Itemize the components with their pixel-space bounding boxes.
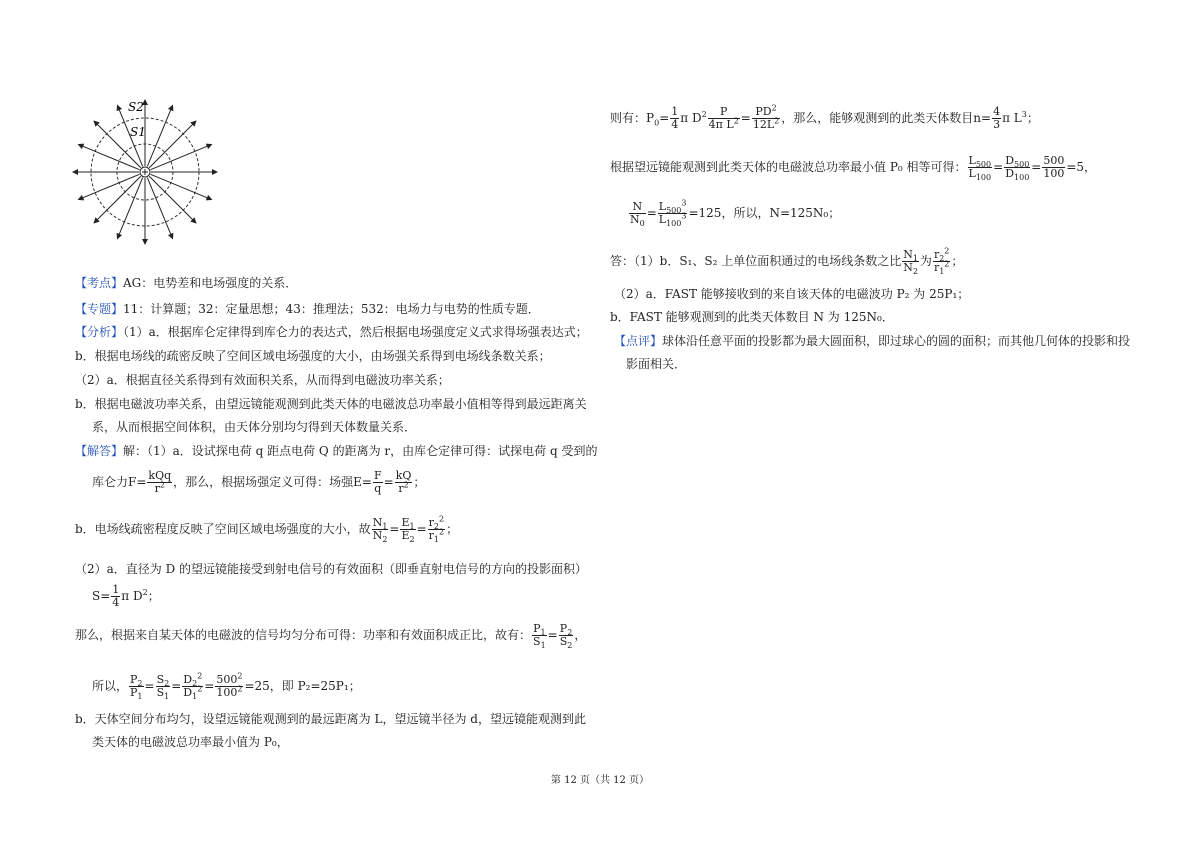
right-text-3b: ，所以，N=125N₀；	[721, 206, 841, 220]
s2-label: S2	[128, 100, 144, 114]
jieda-line-6: 那么，根据来自某天体的电磁波的信号均匀分布可得：功率和有效面积成正比，故有： $\frac{P_1}{S_1}$ = $\frac{P_2}{S_2}$ ，	[75, 622, 587, 651]
right-text-1b: ，那么，能够观测到的此类天体数目	[781, 111, 974, 125]
fenxi-tag: 【分析】	[75, 325, 124, 339]
formula-power-area: $\frac{P_1}{S_1}$	[533, 622, 546, 651]
kaodian-text: AG：电势差和电场强度的关系．	[123, 276, 298, 290]
zhuanti-tag: 【专题】	[75, 302, 124, 316]
kaodian-line	[75, 275, 297, 291]
right-line-2: 根据望远镜能观测到此类天体的电磁波总功率最小值 P₀ 相等可得： $\frac{L_{500}}{L_{100}}$ = $\frac{D_{500}}{D_{100}}$ = $\frac{500}{100}$ =5，	[610, 154, 1097, 183]
formula-coulomb: $\frac{\text{kQq}}{r^2}$	[148, 469, 172, 495]
jieda-line-7: 所以， $\frac{P_2}{P_1}$ = $\frac{S_2}{S_1}$ = $\frac{D_2^2}{D_1^2}$ = $\frac{500^2}{100^2}$ =25，即 P₂=25P₁；	[92, 671, 361, 702]
right-line-3: $\frac{N}{N_0}$ = $\frac{L_{500}^3}{L_{100}^3}$ =125，所以，N=125N₀；	[630, 198, 841, 229]
jieda-text-2b: ，那么，根据场强定义可得：场强	[173, 475, 354, 489]
fenxi-text-1: （1）a．根据库仑定律得到库仑力的表达式，然后根据电场强度定义式求得场强表达式；	[123, 325, 588, 339]
jieda-line-5: S= $\frac{1}{4}$ π $D^2$；	[92, 583, 160, 609]
jieda-line-2: 库仑力F= $\frac{\text{kQq}}{r^2}$ ，那么，根据场强定义可得：场强E= $\frac{F}{q}$ = $\frac{kQ}{r^2}$ ；	[92, 469, 426, 495]
jieda-text-7b: ，即 P₂=25P₁；	[269, 679, 361, 693]
zhuanti-text: 11：计算题；32：定量思想；43：推理法；532：电场力与电势的性质专题．	[123, 302, 540, 316]
dianping-line-1	[614, 333, 1130, 349]
jieda-line-3: b．电场线疏密程度反映了空间区域电场强度的大小，故 $\frac{N_1}{N_2}$ = $\frac{E_1}{E_2}$ = $\frac{r_2^2}{r_1^2}$ ；	[75, 514, 459, 545]
zhuanti-line	[75, 301, 540, 317]
electric-field-figure	[68, 95, 228, 255]
jieda-line-4: （2）a．直径为 D 的望远镜能接受到射电信号的有效面积（即垂直射电信号的方向的投影面积）	[75, 562, 588, 576]
jieda-text-6: 那么，根据来自某天体的电磁波的信号均匀分布可得：功率和有效面积成正比，故有：	[75, 628, 532, 642]
jieda-text-2a: 库仑力	[92, 475, 129, 489]
right-text-2: 根据望远镜能观测到此类天体的电磁波总功率最小值 P₀ 相等可得：	[610, 160, 967, 174]
right-line-4: 答：（1）b．S₁、S₂ 上单位面积通过的电场线条数之比 $\frac{N_1}{N_2}$ 为 $\frac{r_2^2}{r_1^2}$ ；	[610, 246, 964, 277]
s1-label: S1	[130, 125, 146, 139]
fenxi-line-2: b．根据电场线的疏密反映了空间区域电场强度的大小，由场强关系得到电场线条数关系；	[75, 349, 551, 363]
jieda-text-1: 解：（1）a．设试探电荷 q 距点电荷 Q 的距离为 r，由库仑定律可得：试探电荷 q 受到的	[123, 444, 598, 458]
formula-power-ratio: $\frac{P_2}{P_1}$	[130, 673, 143, 702]
dianping-tag: 【点评】	[614, 334, 663, 348]
dianping-text-1: 球体沿任意平面的投影都为最大圆面积，即过球心的圆的面积；而其他几何体的投影和投	[662, 334, 1131, 348]
fenxi-line-5: 系，从而根据空间体积，由天体分别均匀得到天体数量关系．	[92, 420, 417, 434]
right-line-1: 则有：$P_0=$ $\frac{1}{4}$ π $D^2$ $\frac{P}{4\pi L^2}$ = $\frac{PD^2}{12L^2}$ ，那么，能够观测到的此类天体数目n= $\frac{4}{3}$ π $L^3$；	[610, 103, 1039, 131]
right-line-5: （2）a．FAST 能够接收到的来自该天体的电磁波功 P₂ 为 25P₁；	[614, 287, 970, 301]
jieda-line-8: b．天体空间分布均匀，设望远镜能观测到的最远距离为 L，望远镜半径为 d，望远镜能观测到此	[75, 712, 586, 726]
page-footer: 第 12 页（共 12 页）	[550, 775, 650, 786]
jieda-line-9: 类天体的电磁波总功率最小值为 P₀，	[92, 735, 289, 749]
right-text-4: 答：（1）b．S₁、S₂ 上单位面积通过的电场线条数之比	[610, 254, 902, 268]
formula-field-ratio: $\frac{N_1}{N_2}$	[372, 516, 388, 545]
jieda-tag: 【解答】	[75, 444, 124, 458]
fenxi-line-3: （2）a．根据直径关系得到有效面积关系，从而得到电磁波功率关系；	[75, 373, 450, 387]
formula-area: $\frac{1}{4}$	[112, 583, 120, 609]
dianping-line-2: 影面相关．	[626, 357, 687, 371]
fenxi-line-1	[75, 324, 588, 340]
jieda-line-1	[75, 443, 597, 459]
fenxi-line-4: b．根据电磁波功率关系，由望远镜能观测到此类天体的电磁波总功率最小值相等得到最远距离关	[75, 397, 587, 411]
jieda-text-3: b．电场线疏密程度反映了空间区域电场强度的大小，故	[75, 522, 371, 536]
right-text-1a: 则有：	[610, 111, 647, 125]
right-line-6: b．FAST 能够观测到的此类天体数目 N 为 125N₀．	[610, 310, 894, 324]
kaodian-tag: 【考点】	[75, 276, 124, 290]
jieda-text-7a: 所以，	[92, 679, 129, 693]
